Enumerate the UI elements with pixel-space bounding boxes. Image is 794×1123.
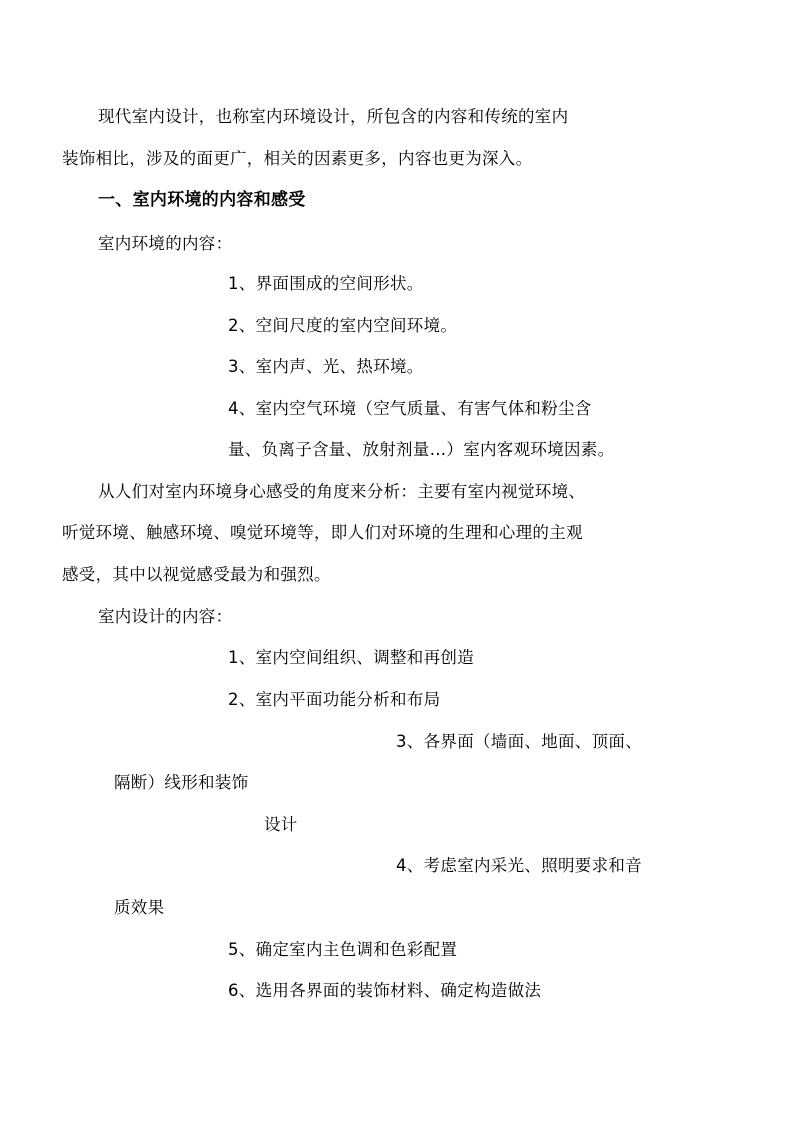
env-item-4: 4、室内空气环境（空气质量、有害气体和粉尘含	[228, 399, 592, 418]
design-item-4-continued: 质效果	[114, 898, 165, 917]
env-item-2: 2、空间尺度的室内空间环境。	[228, 316, 458, 335]
analysis-line-1: 从人们对室内环境身心感受的角度来分析：主要有室内视觉环境、	[98, 482, 586, 501]
section-heading: 一、室内环境的内容和感受	[98, 190, 306, 210]
design-content-label: 室内设计的内容：	[98, 607, 233, 626]
analysis-line-2: 听觉环境、触感环境、嗅觉环境等，即人们对环境的生理和心理的主观	[62, 523, 583, 542]
env-item-1: 1、界面围成的空间形状。	[228, 274, 424, 293]
intro-line-1: 现代室内设计，也称室内环境设计，所包含的内容和传统的室内	[98, 107, 569, 126]
env-item-4-continued: 量、负离子含量、放射剂量…）室内客观环境因素。	[228, 440, 615, 459]
design-item-5: 5、确定室内主色调和色彩配置	[228, 940, 458, 959]
env-content-label: 室内环境的内容：	[98, 234, 233, 253]
design-item-2: 2、室内平面功能分析和布局	[228, 690, 441, 709]
design-item-1: 1、室内空间组织、调整和再创造	[228, 648, 474, 667]
design-item-4: 4、考虑室内采光、照明要求和音	[396, 856, 642, 875]
design-item-3-continued: 隔断）线形和装饰	[114, 773, 249, 792]
design-item-6: 6、选用各界面的装饰材料、确定构造做法	[228, 981, 542, 1000]
analysis-line-3: 感受，其中以视觉感受最为和强烈。	[62, 565, 331, 584]
design-item-3-tail: 设计	[264, 815, 298, 834]
design-item-3: 3、各界面（墙面、地面、顶面、	[396, 732, 642, 751]
intro-line-2: 装饰相比，涉及的面更广，相关的因素更多，内容也更为深入。	[62, 149, 533, 168]
env-item-3: 3、室内声、光、热环境。	[228, 357, 424, 376]
